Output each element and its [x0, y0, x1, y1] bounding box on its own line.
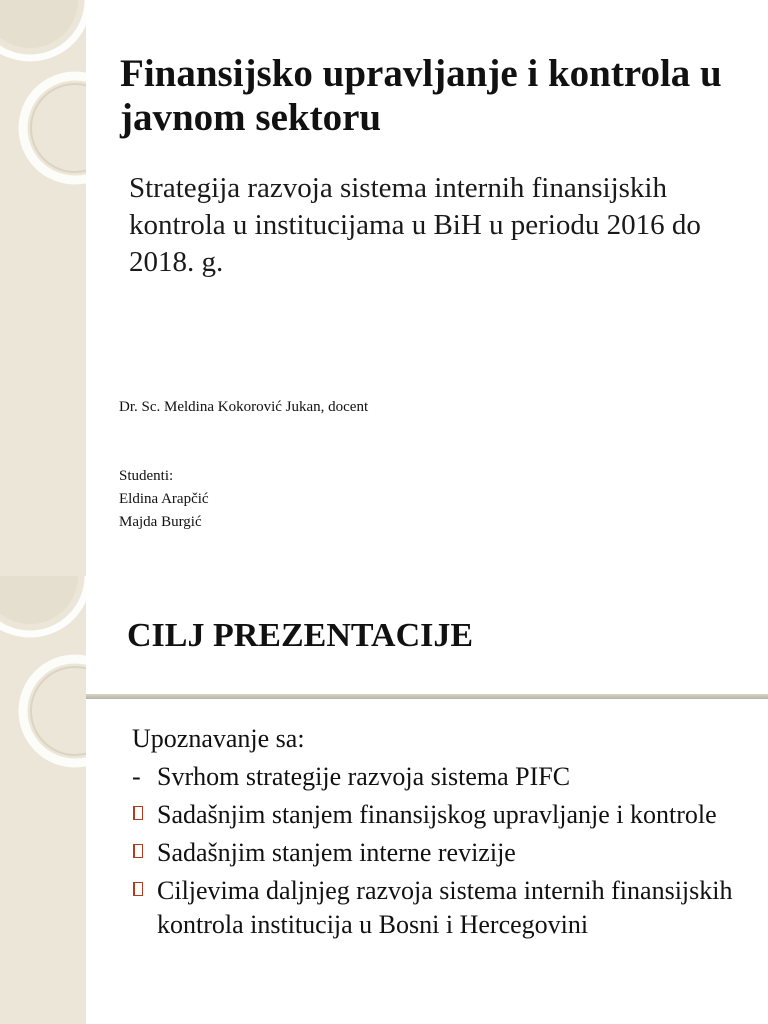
list-item: [132, 760, 752, 794]
list-item: [132, 874, 752, 942]
goal-list: [132, 760, 752, 942]
author-name: Dr. Sc. Meldina Kokorović Jukan, docent: [119, 399, 369, 415]
hollow-square-bullet-icon: [133, 882, 143, 896]
slide-subtitle: Strategija razvoja sistema internih finansijskih kontrola u institucijama u BiH u periodu 2016 do 2018. g.: [129, 172, 701, 278]
list-item-text: Svrhom strategije razvoja sistema PIFC: [157, 762, 571, 791]
slide-content: [132, 722, 752, 946]
list-item: [132, 836, 752, 870]
list-item-text: Ciljevima daljnjeg razvoja sistema internih finansijskih kontrola institucija u Bosni i Hercegovini: [157, 876, 733, 939]
slide-title: CILJ PREZENTACIJE: [127, 617, 474, 654]
students-label: Studenti:: [119, 468, 174, 484]
list-item-text: Sadašnjim stanjem finansijskog upravljanje i kontrole: [157, 800, 717, 829]
hollow-square-bullet-icon: [133, 844, 143, 858]
decorative-side-band: [0, 0, 86, 576]
decorative-ring-icon: [0, 576, 86, 1024]
students-block: [119, 465, 209, 534]
decorative-side-band: [0, 576, 86, 1024]
list-item-text: Sadašnjim stanjem interne revizije: [157, 838, 516, 867]
hollow-square-bullet-icon: [133, 806, 143, 820]
student-name: Majda Burgić: [119, 514, 202, 530]
dash-bullet: -: [132, 762, 141, 791]
student-name: Eldina Arapčić: [119, 491, 209, 507]
slide-title: Finansijsko upravljanje i kontrola u javnom sektoru: [120, 52, 722, 139]
title-divider: [86, 694, 768, 699]
list-item: [132, 798, 752, 832]
intro-text: Upoznavanje sa:: [132, 724, 305, 753]
goal-slide: [0, 576, 768, 1024]
decorative-ring-icon: [0, 0, 86, 576]
